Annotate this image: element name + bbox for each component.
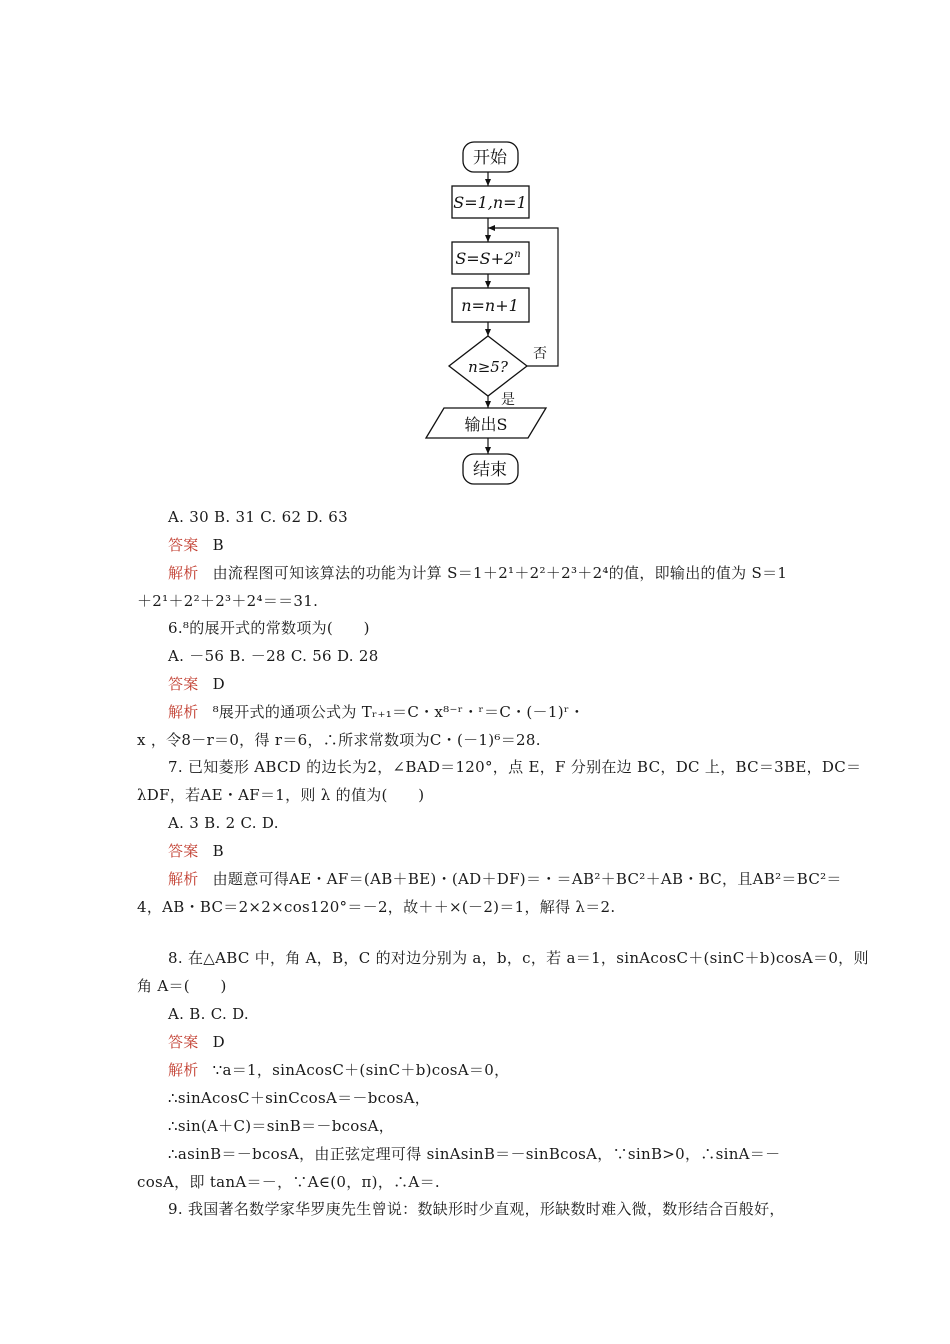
q8-answer <box>168 1032 225 1052</box>
q5-analysis-line-1 <box>168 563 787 583</box>
flowchart-update-s-exponent: n <box>514 249 521 260</box>
q6-answer <box>168 674 225 694</box>
answer-label: 答案 <box>168 842 199 860</box>
q8-analysis-line-4: ∴asinB＝－bcosA，由正弦定理可得 sinAsinB＝－sinBcosA，∵sinB>0，∴sinA＝－ <box>168 1145 781 1163</box>
analysis-text: ⁸展开式的通项公式为 Tᵣ₊₁＝C・x⁸⁻ʳ・ʳ＝C・(－1)ʳ・ <box>212 703 585 721</box>
answer-label: 答案 <box>168 536 199 554</box>
q8-analysis-line-2: ∴sinAcosC＋sinCcosA＝－bcosA， <box>168 1089 431 1107</box>
analysis-text: 由流程图可知该算法的功能为计算 S＝1＋2¹＋2²＋2³＋2⁴的值，即输出的值为 S＝1 <box>212 564 788 582</box>
flowchart-update-s-text <box>455 249 520 268</box>
q5-answer <box>168 535 224 555</box>
analysis-text: ∵a＝1，sinAcosC＋(sinC＋b)cosA＝0， <box>212 1061 510 1079</box>
q8-stem-line-1: 8. 在△ABC 中，角 A，B，C 的对边分别为 a，b，c，若 a＝1，sinAcosC＋(sinC＋b)cosA＝0，则 <box>168 949 869 967</box>
analysis-label: 解析 <box>168 870 199 888</box>
answer-value: D <box>212 1033 225 1051</box>
flowchart-decision-text: n≥5? <box>468 358 508 376</box>
q6-analysis-line-1 <box>168 702 585 722</box>
flowchart-update-s-main: S=S+2 <box>455 249 515 268</box>
q6-analysis-line-2: x ，令8－r＝0，得 r＝6，∴所求常数项为C・(－1)⁶＝28. <box>137 731 541 749</box>
analysis-text: 由题意可得AE・AF＝(AB＋BE)・(AD＋DF)＝・＝AB²＋BC²＋AB・BC，且AB²＝BC²＝ <box>212 870 842 888</box>
q7-stem-line-2: λDF，若AE・AF＝1，则 λ 的值为( ) <box>137 786 425 804</box>
flowchart-output-text: 输出S <box>464 415 508 434</box>
q8-options: A. B. C. D. <box>168 1005 249 1023</box>
flowchart-init-text: S=1,n=1 <box>453 193 527 212</box>
answer-value: B <box>212 842 224 860</box>
analysis-label: 解析 <box>168 564 199 582</box>
answer-value: D <box>212 675 225 693</box>
q6-options: A. －56 B. －28 C. 56 D. 28 <box>168 647 379 665</box>
answer-value: B <box>212 536 224 554</box>
q5-options: A. 30 B. 31 C. 62 D. 63 <box>168 508 348 526</box>
q7-analysis-line-2: 4，AB・BC＝2×2×cos120°＝－2，故＋＋×(－2)＝1，解得 λ＝2. <box>137 898 616 916</box>
q7-stem-line-1: 7. 已知菱形 ABCD 的边长为2，∠BAD＝120°，点 E，F 分别在边 BC，DC 上，BC＝3BE，DC＝ <box>168 758 862 776</box>
q7-analysis-line-1 <box>168 869 842 889</box>
flowchart-update-n-text: n=n+1 <box>461 296 519 315</box>
answer-label: 答案 <box>168 675 199 693</box>
analysis-label: 解析 <box>168 703 199 721</box>
q8-analysis-line-3: ∴sin(A＋C)＝sinB＝－bcosA， <box>168 1117 395 1135</box>
q8-stem-line-2: 角 A＝( ) <box>137 977 227 995</box>
q8-analysis-line-1 <box>168 1060 509 1080</box>
answer-label: 答案 <box>168 1033 199 1051</box>
q7-answer <box>168 841 224 861</box>
q8-analysis-line-5: cosA，即 tanA＝－，∵A∈(0，π)，∴A＝. <box>137 1173 440 1191</box>
analysis-label: 解析 <box>168 1061 199 1079</box>
flowchart-yes-label: 是 <box>501 392 515 408</box>
flowchart-no-label: 否 <box>533 346 547 362</box>
q6-stem: 6.⁸的展开式的常数项为( ) <box>168 619 370 637</box>
q5-analysis-line-2: ＋2¹＋2²＋2³＋2⁴＝＝31. <box>137 592 319 610</box>
flowchart <box>408 128 578 498</box>
flowchart-end-text: 结束 <box>473 460 507 480</box>
q7-options: A. 3 B. 2 C. D. <box>168 814 279 832</box>
flowchart-start-text: 开始 <box>473 148 507 168</box>
q9-stem-line-1: 9. 我国著名数学家华罗庚先生曾说：数缺形时少直观，形缺数时难入微，数形结合百般好， <box>168 1200 785 1218</box>
